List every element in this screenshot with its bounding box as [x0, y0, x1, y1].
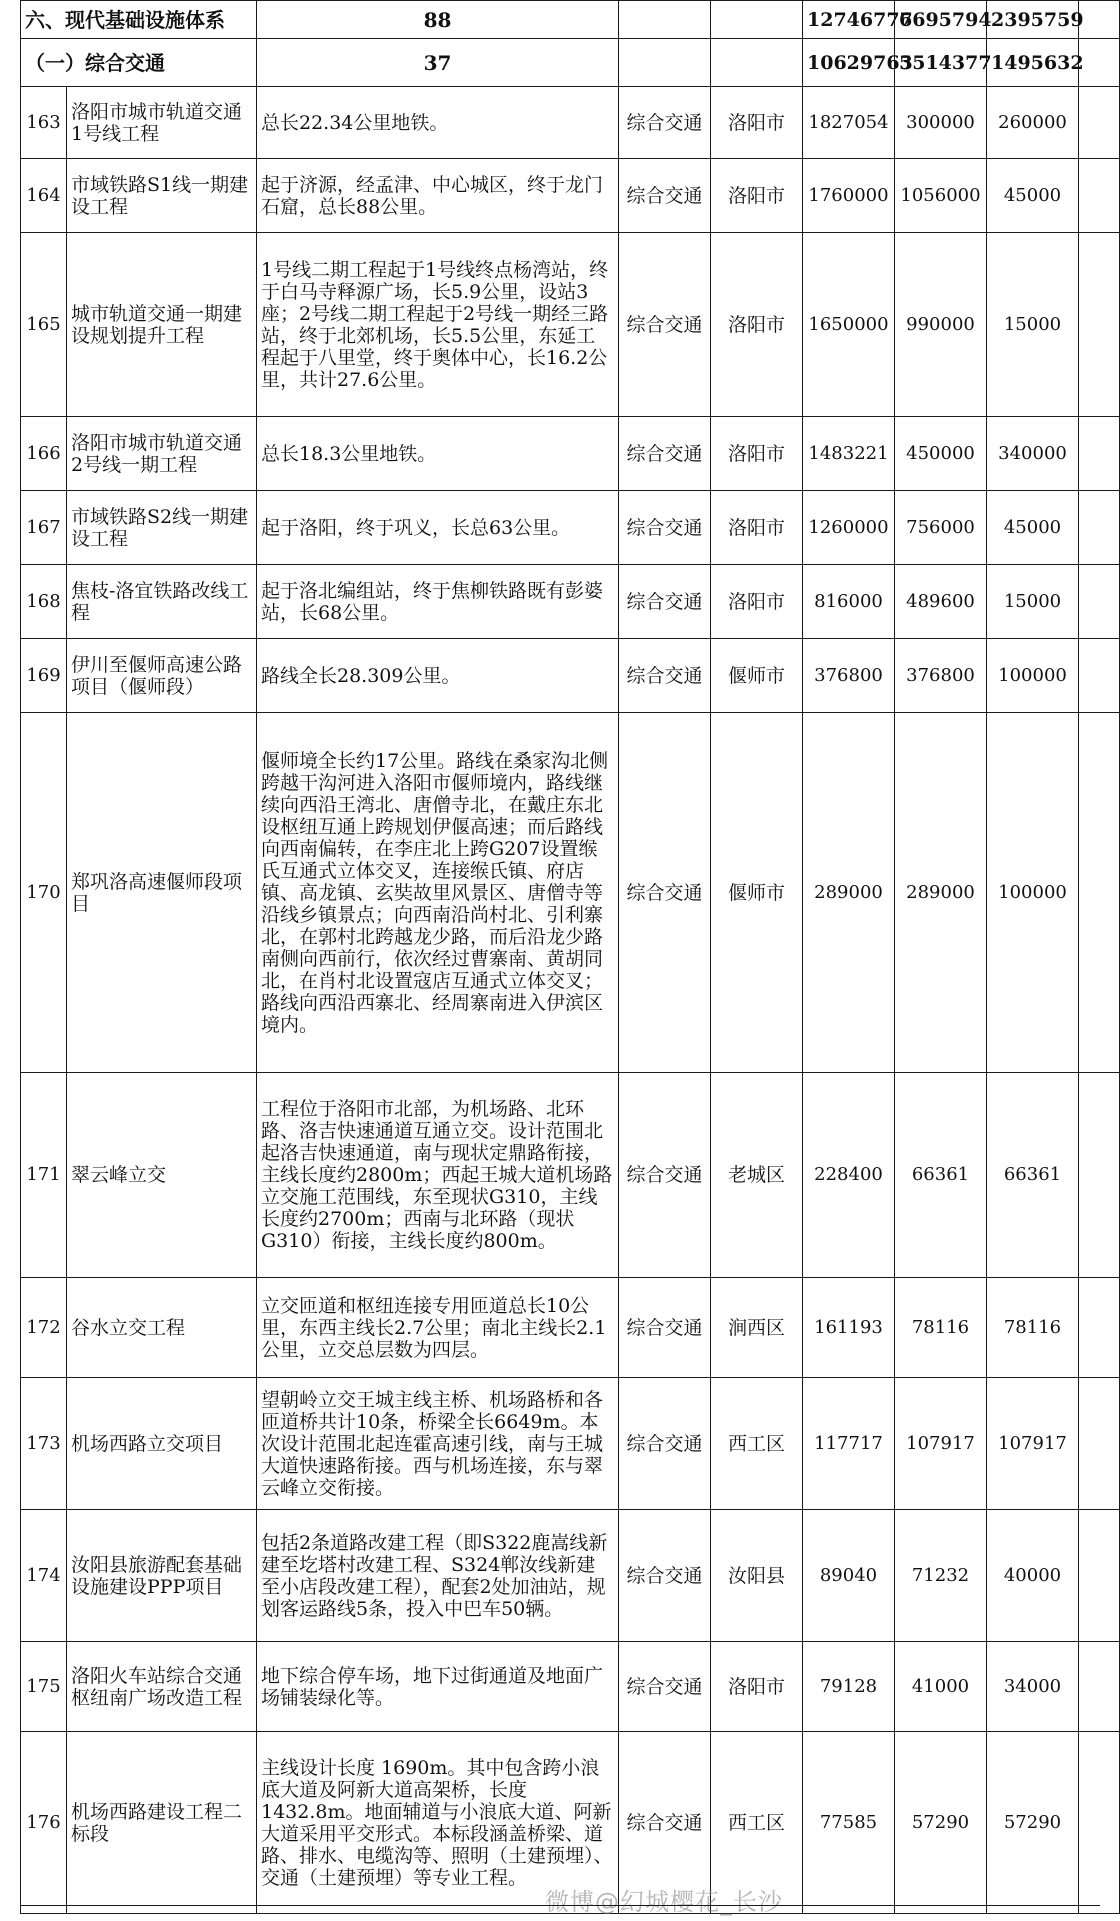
empty-cell — [711, 1, 803, 39]
row-index: 163 — [21, 87, 67, 159]
value-3: 66361 — [987, 1073, 1079, 1278]
project-description: 起于济源，经孟津、中心城区，终于龙门石窟，总长88公里。 — [257, 159, 619, 233]
empty-cell — [1079, 639, 1120, 713]
project-location: 洛阳市 — [711, 491, 803, 565]
value-3: 45000 — [987, 491, 1079, 565]
section-value-2: 6695794 — [895, 1, 987, 39]
project-location: 洛阳市 — [711, 565, 803, 639]
value-2: 1056000 — [895, 159, 987, 233]
empty-cell — [1079, 39, 1120, 87]
row-index: 172 — [21, 1278, 67, 1378]
value-3: 34000 — [987, 1642, 1079, 1732]
section-row-infrastructure — [21, 1, 1120, 39]
project-category: 综合交通 — [619, 1732, 711, 1914]
empty-cell — [1079, 233, 1120, 417]
project-name: 汝阳县旅游配套基础设施建设PPP项目 — [67, 1510, 257, 1642]
total-investment: 1260000 — [803, 491, 895, 565]
project-location: 汝阳县 — [711, 1510, 803, 1642]
project-name: 城市轨道交通一期建设规划提升工程 — [67, 233, 257, 417]
value-3: 100000 — [987, 713, 1079, 1073]
table-row — [21, 417, 1120, 491]
empty-cell — [1079, 491, 1120, 565]
value-3: 78116 — [987, 1278, 1079, 1378]
total-investment: 117717 — [803, 1378, 895, 1510]
empty-cell — [1079, 1642, 1120, 1732]
table-row — [21, 713, 1120, 1073]
section-label: 六、现代基础设施体系 — [21, 1, 257, 39]
project-location: 涧西区 — [711, 1278, 803, 1378]
value-2: 41000 — [895, 1642, 987, 1732]
value-3: 57290 — [987, 1732, 1079, 1914]
empty-cell — [1079, 1732, 1120, 1914]
project-location: 偃师市 — [711, 639, 803, 713]
total-investment: 161193 — [803, 1278, 895, 1378]
table-row — [21, 639, 1120, 713]
section-count: 37 — [257, 39, 619, 87]
project-category: 综合交通 — [619, 417, 711, 491]
row-index: 175 — [21, 1642, 67, 1732]
project-location: 偃师市 — [711, 713, 803, 1073]
empty-cell — [1079, 159, 1120, 233]
project-category: 综合交通 — [619, 639, 711, 713]
value-3: 15000 — [987, 565, 1079, 639]
project-category: 综合交通 — [619, 87, 711, 159]
table-row — [21, 233, 1120, 417]
project-category: 综合交通 — [619, 1510, 711, 1642]
empty-cell — [1079, 1278, 1120, 1378]
project-category: 综合交通 — [619, 1642, 711, 1732]
value-2: 107917 — [895, 1378, 987, 1510]
project-location: 老城区 — [711, 1073, 803, 1278]
table-row — [21, 1510, 1120, 1642]
row-index: 166 — [21, 417, 67, 491]
project-description: 起于洛阳，终于巩义，长总63公里。 — [257, 491, 619, 565]
value-3: 340000 — [987, 417, 1079, 491]
project-location: 西工区 — [711, 1378, 803, 1510]
total-investment: 1760000 — [803, 159, 895, 233]
value-3: 100000 — [987, 639, 1079, 713]
project-table — [20, 0, 1120, 1914]
project-description: 工程位于洛阳市北部，为机场路、北环路、洛吉快速通道互通立交。设计范围北起洛吉快速通道，南与现状定鼎路衔接，主线长度约2800m；西起王城大道机场路立交施工范围线，东至现状G310，主线长度约2700m；西南与北环路（现状G310）衔接，主线长度约800m。 — [257, 1073, 619, 1278]
project-name: 洛阳市城市轨道交通2号线一期工程 — [67, 417, 257, 491]
row-index: 167 — [21, 491, 67, 565]
value-3: 260000 — [987, 87, 1079, 159]
project-name: 焦枝-洛宜铁路改线工程 — [67, 565, 257, 639]
row-index: 174 — [21, 1510, 67, 1642]
value-2: 71232 — [895, 1510, 987, 1642]
empty-cell — [1079, 87, 1120, 159]
project-category: 综合交通 — [619, 233, 711, 417]
row-index: 171 — [21, 1073, 67, 1278]
project-category: 综合交通 — [619, 565, 711, 639]
project-description: 总长18.3公里地铁。 — [257, 417, 619, 491]
value-3: 107917 — [987, 1378, 1079, 1510]
empty-cell — [1079, 1, 1120, 39]
section-value-2: 5514377 — [895, 39, 987, 87]
section-total-investment: 10629763 — [803, 39, 895, 87]
total-investment: 1827054 — [803, 87, 895, 159]
project-description: 包括2条道路改建工程（即S322鹿嵩线新建至圪塔村改建工程、S324郸汝线新建至小店段改建工程），配套2处加油站，规划客运路线5条，投入中巴车50辆。 — [257, 1510, 619, 1642]
project-location: 洛阳市 — [711, 1642, 803, 1732]
project-name: 谷水立交工程 — [67, 1278, 257, 1378]
project-category: 综合交通 — [619, 1073, 711, 1278]
project-description: 偃师境全长约17公里。路线在桑家沟北侧跨越干沟河进入洛阳市偃师境内，路线继续向西沿王湾北、唐僧寺北，在戴庄东北设枢纽互通上跨规划伊偃高速；而后路线向西南偏转，在李庄北上跨G207设置缑氏互通式立体交叉，连接缑氏镇、府店镇、高龙镇、玄奘故里风景区、唐僧寺等沿线乡镇景点；向西南沿尚村北、引利寨北，在郭村北跨越龙少路，而后沿龙少路南侧向西前行，依次经过曹寨南、黄胡同北，在肖村北设置寇店互通式立体交叉；路线向西沿西寨北、经周寨南进入伊滨区境内。 — [257, 713, 619, 1073]
table-row — [21, 1642, 1120, 1732]
empty-cell — [1079, 565, 1120, 639]
section-label: （一）综合交通 — [21, 39, 257, 87]
project-name: 机场西路立交项目 — [67, 1378, 257, 1510]
project-location: 洛阳市 — [711, 159, 803, 233]
value-2: 990000 — [895, 233, 987, 417]
value-3: 45000 — [987, 159, 1079, 233]
value-2: 78116 — [895, 1278, 987, 1378]
value-2: 376800 — [895, 639, 987, 713]
total-investment: 1483221 — [803, 417, 895, 491]
project-description: 路线全长28.309公里。 — [257, 639, 619, 713]
value-2: 450000 — [895, 417, 987, 491]
value-2: 756000 — [895, 491, 987, 565]
table-row — [21, 491, 1120, 565]
project-name: 郑巩洛高速偃师段项目 — [67, 713, 257, 1073]
total-investment: 289000 — [803, 713, 895, 1073]
total-investment: 1650000 — [803, 233, 895, 417]
project-name: 翠云峰立交 — [67, 1073, 257, 1278]
project-description: 起于洛北编组站，终于焦柳铁路既有彭婆站，长68公里。 — [257, 565, 619, 639]
project-name: 市域铁路S2线一期建设工程 — [67, 491, 257, 565]
section-row-transport — [21, 39, 1120, 87]
value-2: 66361 — [895, 1073, 987, 1278]
value-2: 489600 — [895, 565, 987, 639]
table-row — [21, 87, 1120, 159]
project-category: 综合交通 — [619, 1278, 711, 1378]
project-description: 立交匝道和枢纽连接专用匝道总长10公里，东西主线长2.7公里；南北主线长2.1公里，立交总层数为四层。 — [257, 1278, 619, 1378]
total-investment: 89040 — [803, 1510, 895, 1642]
project-description: 地下综合停车场，地下过街通道及地面广场铺装绿化等。 — [257, 1642, 619, 1732]
value-3: 40000 — [987, 1510, 1079, 1642]
total-investment: 376800 — [803, 639, 895, 713]
table-row — [21, 1073, 1120, 1278]
value-3: 15000 — [987, 233, 1079, 417]
project-name: 洛阳市城市轨道交通1号线工程 — [67, 87, 257, 159]
project-name: 伊川至偃师高速公路项目（偃师段） — [67, 639, 257, 713]
project-name: 市域铁路S1线一期建设工程 — [67, 159, 257, 233]
project-description: 1号线二期工程起于1号线终点杨湾站，终于白马寺释源广场，长5.9公里，设站3座；2号线二期工程起于2号线一期经三路站，终于北郊机场，长5.5公里，东延工程起于八里堂，终于奥体中心，长16.2公里，共计27.6公里。 — [257, 233, 619, 417]
empty-cell — [1079, 417, 1120, 491]
section-total-investment: 12746777 — [803, 1, 895, 39]
project-location: 洛阳市 — [711, 87, 803, 159]
project-name: 机场西路建设工程二标段 — [67, 1732, 257, 1914]
table-row — [21, 1378, 1120, 1510]
project-description: 主线设计长度 1690m。其中包含跨小浪底大道及阿新大道高架桥，长度1432.8m。地面辅道与小浪底大道、阿新大道采用平交形式。本标段涵盖桥梁、道路、排水、电缆沟等、照明（土建预埋）、交通（土建预埋）等专业工程。 — [257, 1732, 619, 1914]
total-investment: 79128 — [803, 1642, 895, 1732]
value-2: 57290 — [895, 1732, 987, 1914]
table-row — [21, 159, 1120, 233]
project-name: 洛阳火车站综合交通枢纽南广场改造工程 — [67, 1642, 257, 1732]
table-row — [21, 565, 1120, 639]
row-index: 170 — [21, 713, 67, 1073]
total-investment: 77585 — [803, 1732, 895, 1914]
project-location: 西工区 — [711, 1732, 803, 1914]
row-index: 169 — [21, 639, 67, 713]
row-index: 173 — [21, 1378, 67, 1510]
empty-cell — [619, 39, 711, 87]
empty-cell — [711, 39, 803, 87]
row-index: 164 — [21, 159, 67, 233]
empty-cell — [1079, 713, 1120, 1073]
project-description: 望朝岭立交王城主线主桥、机场路桥和各匝道桥共计10条，桥梁全长6649m。本次设计范围北起连霍高速引线，南与王城大道快速路衔接。西与机场连接，东与翠云峰立交衔接。 — [257, 1378, 619, 1510]
section-count: 88 — [257, 1, 619, 39]
total-investment: 228400 — [803, 1073, 895, 1278]
watermark-text: 微博@幻城樱花_长沙 — [545, 1888, 783, 1916]
project-description: 总长22.34公里地铁。 — [257, 87, 619, 159]
empty-cell — [1079, 1378, 1120, 1510]
next-row-edge — [20, 1905, 1100, 1921]
row-index: 165 — [21, 233, 67, 417]
empty-cell — [1079, 1510, 1120, 1642]
project-category: 综合交通 — [619, 713, 711, 1073]
section-value-3: 1495632 — [987, 39, 1079, 87]
empty-cell — [1079, 1073, 1120, 1278]
project-location: 洛阳市 — [711, 233, 803, 417]
project-location: 洛阳市 — [711, 417, 803, 491]
project-category: 综合交通 — [619, 1378, 711, 1510]
project-category: 综合交通 — [619, 159, 711, 233]
row-index: 168 — [21, 565, 67, 639]
empty-cell — [619, 1, 711, 39]
section-value-3: 2395759 — [987, 1, 1079, 39]
value-2: 300000 — [895, 87, 987, 159]
total-investment: 816000 — [803, 565, 895, 639]
value-2: 289000 — [895, 713, 987, 1073]
table-row — [21, 1278, 1120, 1378]
project-category: 综合交通 — [619, 491, 711, 565]
row-index: 176 — [21, 1732, 67, 1914]
